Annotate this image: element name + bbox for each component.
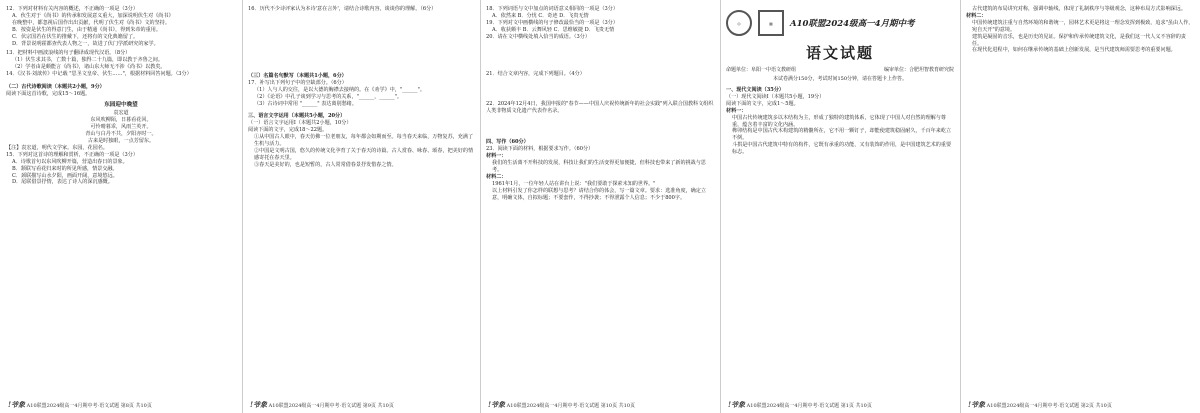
page-10 (480, 0, 720, 413)
poem-line-3: 青山与白丹不共，夕阳亦时一。 (85, 130, 157, 137)
passage-paragraph: 在现代化进程中，如何在继承传统的基础上创新发展，是当代建筑师需要思考的重要问题。 (972, 47, 1176, 54)
question-17-1: （1）人与人的交往，是以大德的胸襟去接纳的。在《劝学》中，"______"。 (254, 86, 425, 93)
section-reading-sub: （一）现代文阅读Ⅰ（本题共5小题，19分） (726, 93, 825, 100)
setter: 命题单位：阜阳一中语文教研组 (726, 67, 797, 73)
question-22: 22．2024年12月4日，我国申报的"春节——中国人庆祝传统新年的社会实践"列入联合国教科文组织人类非物质文化遗产代表作名录。 (486, 101, 714, 115)
passage-paragraph: 中国传统建筑注重与自然环境的和谐统一，园林艺术更是将这一理念发挥到极致，追求"虽由人作，宛自天开"的意境。 (972, 19, 1194, 33)
option-b: B．颔联写看花归来时的所见所感，情景交融。 (12, 165, 118, 172)
passage-paragraph: 建筑是凝固的音乐，也是历史的见证。保护和传承传统建筑文化，是我们这一代人义不容辞的责任。 (972, 33, 1186, 47)
page-9 (242, 0, 480, 413)
brand-mark: !爷象 (728, 400, 746, 409)
question-15: 15．下列对这首诗的理解和赏析，不正确的一项是（3分） (6, 151, 138, 158)
question-17-3: （3）古诗词中常用 "______" 表达离别愁绪。 (254, 100, 357, 107)
question-17: 17．补写出下列句子中的空缺部分。（6分） (248, 79, 347, 86)
section-writing: 四、写作（60分） (486, 139, 529, 146)
section-poetry-desc: 阅读下面这首诗歌，完成15～16题。 (6, 90, 91, 97)
passage-paragraph: ③春天是美好的，也是短暂的，古人常常借春景抒发惜春之情。 (254, 161, 397, 168)
exam-header (726, 10, 954, 36)
footer-text: A10联盟2024级高一4月期中考·语文试题 第8页 共10页 (26, 403, 152, 409)
section-poetry: （二）古代诗歌阅读（本题共2小题，9分） (6, 84, 105, 91)
option-c: C．颈联描写山水夕阳，画面开阔，意境悠远。 (12, 172, 118, 179)
option-a-cont: 在晚整中，都忽视后国作出出贡献，代明了伏生对《尚书》文的坚持。 (12, 19, 170, 26)
section-dictation: （三）名篇名句默写（本题共1小题，6分） (248, 72, 347, 79)
option-d: D．背景说明霍都查代表人物之一，故进了伏门学派研究的家学。 (12, 40, 159, 47)
poem-line-4: 古来是时独眼，一点芳留东。 (87, 137, 155, 144)
option-d: D．尾联借景抒情，表达了诗人的深沉感慨。 (12, 179, 113, 186)
school-seal-icon: ◎ (726, 10, 752, 36)
material-1-text: 我们的生活离不开科技的发展，科技让我们的生活变得更加便捷，但科技也带来了新的挑战与思考。 (492, 159, 706, 173)
footer-text: A10联盟2024级高一4月期中考·语文试题 第10页 共10页 (506, 403, 636, 409)
exam-note: 本试卷满分150分，考试时间150分钟，请在答题卡上作答。 (772, 76, 908, 82)
material-1-label: 材料一： (726, 107, 747, 114)
material-2-label: 材料二： (486, 173, 507, 180)
passage-paragraph: 榫卯结构是中国古代木构建筑的精髓所在，它不用一颗钉子，却能使建筑稳固耐久，千百年来屹立不倒。 (732, 128, 952, 142)
brand-mark: !爷象 (250, 400, 268, 409)
option-c: C．伏宗国若在伏生的推戴下，还将有的文化典籍留了。 (12, 33, 139, 40)
page-2 (960, 0, 1200, 413)
passage-paragraph: 斗拱是中国古代建筑中特有的构件，它既有承重的功能，又有装饰的作用，是中国建筑艺术的重要标志。 (732, 142, 952, 156)
page-footer (968, 401, 1192, 410)
passage-paragraph: ②中国是文明古国，悠久的传统文化孕育了关于春天的诗篇。古人赏春、咏春、颂春，把美好的情感寄托在春天里。 (254, 147, 474, 161)
page-footer (728, 401, 952, 410)
question-19: 19．下列对文中画横线的句子修改最恰当的一项是（3分） (486, 19, 618, 26)
question-18: 18．下列词语与文中加点的词语意义相同的一项是（3分） (486, 6, 618, 12)
exam-title: 语文试题 (805, 44, 874, 62)
passage-paragraph: 中国古代传统建筑多以木结构为主，形成了独特的建筑体系，它体现了中国人对自然的理解与尊重，蕴含着丰富的文化内涵。 (732, 114, 946, 128)
material-2-text: 1961年1月，一位年轻人站在讲台上说："我们要敢于探索未知的世界。" (492, 180, 656, 187)
brand-mark: !爷象 (8, 400, 26, 409)
exam-brand: A10联盟2024级高一4月期中考 (790, 19, 915, 29)
question-14: 14．《汉书·刘歆传》中记载 "思圣文皇帝、伏生……"，根据材料回答问题。（3分） (6, 71, 192, 78)
building-icon: ▦ (758, 10, 784, 36)
poem-line-1: 东风吹柳陌，日暮看花回。 (90, 116, 152, 123)
page-footer (250, 401, 472, 410)
poem-author: 袁宏道 (113, 109, 129, 116)
footer-text: A10联盟2024级高一4月期中考·语文试题 第2页 共10页 (986, 403, 1112, 409)
section-reading-desc: 阅读下面的文字，完成1～5题。 (726, 100, 799, 107)
exam-meta (726, 67, 954, 74)
question-19-options: A．收获颇丰 B．云舞风轻 C．思维敏捷 D．飞贵无情 (492, 26, 615, 33)
question-23: 23．阅读下面的材料，根据要求写作。（60分） (486, 146, 594, 153)
poem-title: 东园迎中晚望 (104, 101, 138, 108)
page-8 (0, 0, 242, 413)
option-a: A．诗歌首句以东风吹柳开篇，营造出春日的景象。 (12, 158, 128, 165)
question-12: 12．下列对材料有关内容的概述，不正确的一项是（3分） (6, 6, 138, 12)
section-language-desc: 阅读下面的文字，完成18～22题。 (248, 127, 328, 134)
question-13-1: （1）伏生求其书，亡数十篇，独得二十九篇，即以教于齐鲁之间。 (12, 57, 163, 64)
reviewer: 编审单位：合肥坦智教育研究院 (883, 67, 954, 73)
footer-text: A10联盟2024级高一4月期中考·语文试题 第1页 共10页 (746, 403, 872, 409)
page-footer (488, 401, 712, 410)
option-b: B．按姿是伏生的得意门生，由于精通《尚书》，得到朱帝的重用。 (12, 26, 161, 33)
passage-paragraph: ①从中国古人眼中，春天仿佛一位老朋友，每年都会如期而至。每当春天来临，万物复苏，充满了生机与活力。 (254, 134, 474, 148)
brand-mark: !爷象 (968, 400, 986, 409)
section-language: 三、语言文字运用（本题共5小题，20分） (248, 113, 346, 120)
section-reading: 一、现代文阅读（35分） (726, 87, 785, 93)
poem-note: 【注】袁宏道，明代文学家。东园，花园名。 (6, 144, 108, 151)
section-language-sub: （一）语言文字运用Ⅰ（本题共2小题，10分） (248, 120, 352, 127)
option-a: A．伙生对于《尚书》的传承和发展意义重大，加深说明伏生对《尚书》 (12, 12, 174, 19)
question-18-options: A．依然来 B．分忧 C．奇迹 D．飞贵无情 (492, 12, 589, 19)
question-16: 16．历代不少诗评家认为本诗'意在言外'，请结合诗歌内容，谈谈你的理解。（6分） (248, 6, 437, 12)
brand-mark: !爷象 (488, 400, 506, 409)
poem-line-2: 可怜晴暮乖，风雨兰英开。 (90, 123, 152, 130)
material-1-label: 材料一： (486, 153, 507, 160)
writing-requirements: 以上材料引发了你怎样的联想与思考？请结合你的体会，写一篇文章。要求：选准角度，确定立意，明确文体，自拟标题；不要套作，不得抄袭；不得泄露个人信息；不少于800字。 (492, 187, 706, 201)
question-13-2: （2）学者由是颇能言《尚书》，诸山东大师无不涉《尚书》以教矣。 (12, 64, 166, 71)
question-20: 20．请在文中横线处填入恰当的成语。（3分） (486, 33, 590, 40)
question-17-2: （2）《论语》中孔子谈到学习与思考的关系，"______，______"。 (254, 93, 403, 100)
material-2-label: 材料二： (966, 12, 987, 19)
page-footer (8, 401, 234, 410)
page-1 (720, 0, 960, 413)
question-13: 13．把材料中画波浪线的句子翻译成现代汉语。（8分） (6, 50, 131, 57)
passage-paragraph: 古代建筑的布局讲究对称，强调中轴线，体现了礼制秩序与等级观念，这种布局方式影响深远。 (972, 6, 1186, 12)
footer-text: A10联盟2024级高一4月期中考·语文试题 第9页 共10页 (268, 403, 394, 409)
question-21: 21．结合文章内容，完成下列题目。（4分） (486, 70, 585, 77)
